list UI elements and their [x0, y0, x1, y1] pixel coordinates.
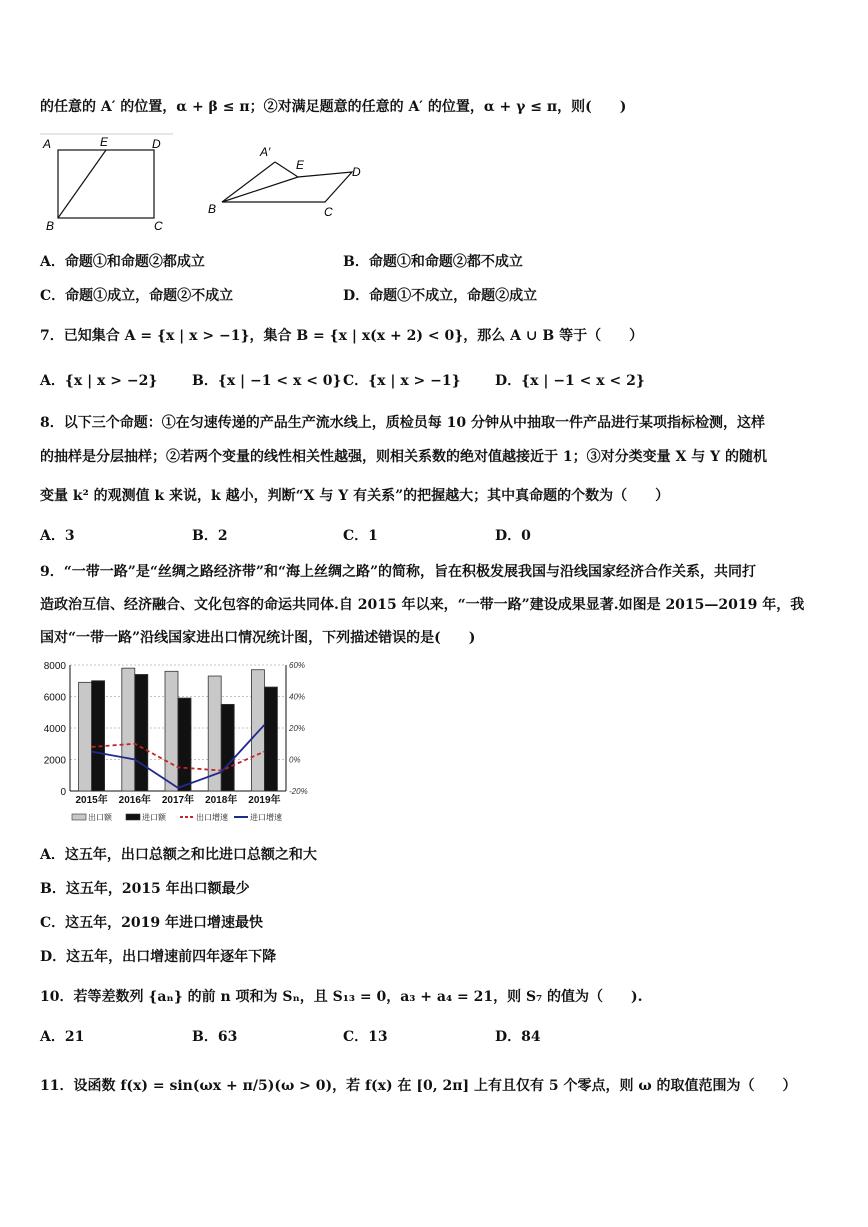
- q8-line-2: 的抽样是分层抽样；②若两个变量的线性相关性越强，则相关系数的绝对值越接近于 1；③对分类变量 X 与 Y 的随机: [40, 449, 767, 465]
- legend-label: 进口额: [142, 813, 166, 822]
- y2-tick-label: 60%: [289, 661, 306, 670]
- q10-option-b: B．63: [192, 1029, 238, 1045]
- q9-option-a: A．这五年，出口总额之和比进口总额之和大: [40, 847, 317, 863]
- q9-line-1: 9．“一带一路”是“丝绸之路经济带”和“海上丝绸之路”的简称，旨在积极发展我国与沿线国家经济合作关系，共同打: [40, 564, 757, 580]
- label-E: E: [296, 158, 305, 172]
- label-E: E: [100, 135, 109, 149]
- y2-tick-label: 20%: [289, 724, 306, 733]
- bar: [92, 681, 105, 791]
- q8-option-d: D．0: [495, 528, 531, 544]
- x-tick-label: 2016年: [118, 795, 151, 806]
- legend-label: 出口额: [88, 813, 112, 822]
- q9-option-b: B．这五年，2015 年出口额最少: [40, 881, 250, 897]
- bar: [221, 704, 234, 791]
- q7-option-a: A．{x | x > −2}: [40, 373, 158, 389]
- legend-label: 进口增速: [250, 813, 282, 822]
- bar: [165, 671, 178, 791]
- trade-chart: [34, 656, 324, 831]
- q6-option-c: C．命题①成立，命题②不成立: [40, 288, 234, 304]
- x-tick-label: 2019年: [248, 795, 281, 806]
- bar: [251, 670, 264, 791]
- q8-option-a: A．3: [40, 528, 75, 544]
- q9-line-3: 国对“一带一路”沿线国家进出口情况统计图，下列描述错误的是( ): [40, 630, 476, 646]
- y-tick-label: 0: [60, 787, 66, 798]
- q6-option-d: D．命题①不成立，命题②成立: [343, 288, 538, 304]
- q7-stem: 7．已知集合 A = {x | x > −1}，集合 B = {x | x(x + 2) < 0}，那么 A ∪ B 等于（ ）: [40, 328, 644, 344]
- legend-label: 出口增速: [196, 813, 228, 822]
- x-tick-label: 2018年: [205, 795, 238, 806]
- label-A: A: [43, 137, 52, 151]
- label-C: C: [324, 205, 333, 219]
- bar: [79, 682, 92, 791]
- y-tick-label: 6000: [43, 692, 66, 704]
- label-A-prime: A′: [260, 145, 271, 159]
- q9-option-d: D．这五年，出口增速前四年逐年下降: [40, 949, 277, 965]
- q6-folded-figure: [200, 140, 375, 225]
- bar: [178, 698, 191, 791]
- q7-option-b: B．{x | −1 < x < 0}: [192, 373, 342, 389]
- q7-option-d: D．{x | −1 < x < 2}: [495, 373, 645, 389]
- q9-option-c: C．这五年，2019 年进口增速最快: [40, 915, 263, 931]
- q9-line-2: 造政治互信、经济融合、文化包容的命运共同体.自 2015 年以来，“一带一路”建设成果显著.如图是 2015—2019 年，我: [40, 597, 805, 613]
- legend-swatch: [126, 814, 140, 820]
- q10-option-a: A．21: [40, 1029, 85, 1045]
- bar: [122, 668, 135, 791]
- x-tick-label: 2017年: [161, 795, 195, 806]
- q7-option-c: C．{x | x > −1}: [343, 373, 461, 389]
- y2-tick-label: -20%: [289, 787, 308, 796]
- y-tick-label: 8000: [43, 661, 66, 672]
- q8-line-1: 8．以下三个命题：①在匀速传递的产品生产流水线上，质检员每 10 分钟从中抽取一件产品进行某项指标检测，这样: [40, 415, 765, 431]
- q6-continuation-text: 的任意的 A′ 的位置，α + β ≤ π；②对满足题意的任意的 A′ 的位置，α + γ ≤ π，则( ): [40, 99, 627, 115]
- bar: [264, 687, 277, 791]
- label-D: D: [152, 137, 161, 151]
- x-tick-label: 2015年: [75, 795, 108, 806]
- label-C: C: [154, 219, 163, 233]
- label-B: B: [208, 202, 217, 216]
- q8-option-c: C．1: [343, 528, 378, 544]
- q11-stem: 11．设函数 f(x) = sin(ωx + π/5)(ω > 0)，若 f(x) 在 [0, 2π] 上有且仅有 5 个零点，则 ω 的取值范围为（ ）: [40, 1078, 797, 1094]
- y-tick-label: 2000: [43, 755, 66, 767]
- q6-option-b: B．命题①和命题②都不成立: [343, 254, 523, 270]
- q10-option-d: D．84: [495, 1029, 541, 1045]
- q8-option-b: B．2: [192, 528, 228, 544]
- q6-rectangle-figure: [38, 130, 178, 240]
- y2-tick-label: 0%: [289, 755, 301, 765]
- label-B: B: [46, 219, 55, 233]
- legend-swatch: [72, 814, 86, 820]
- q6-option-a: A．命题①和命题②都成立: [40, 254, 205, 270]
- y2-tick-label: 40%: [289, 692, 306, 702]
- bar: [135, 674, 148, 791]
- q8-line-3: 变量 k² 的观测值 k 来说，k 越小，判断“X 与 Y 有关系”的把握越大；其中真命题的个数为（ ）: [40, 488, 670, 504]
- q10-stem: 10．若等差数列 {aₙ} 的前 n 项和为 Sₙ，且 S₁₃ = 0，a₃ + a₄ = 21，则 S₇ 的值为（ ).: [40, 989, 643, 1005]
- q10-option-c: C．13: [343, 1029, 388, 1045]
- y-tick-label: 4000: [43, 724, 66, 735]
- label-D: D: [352, 165, 361, 179]
